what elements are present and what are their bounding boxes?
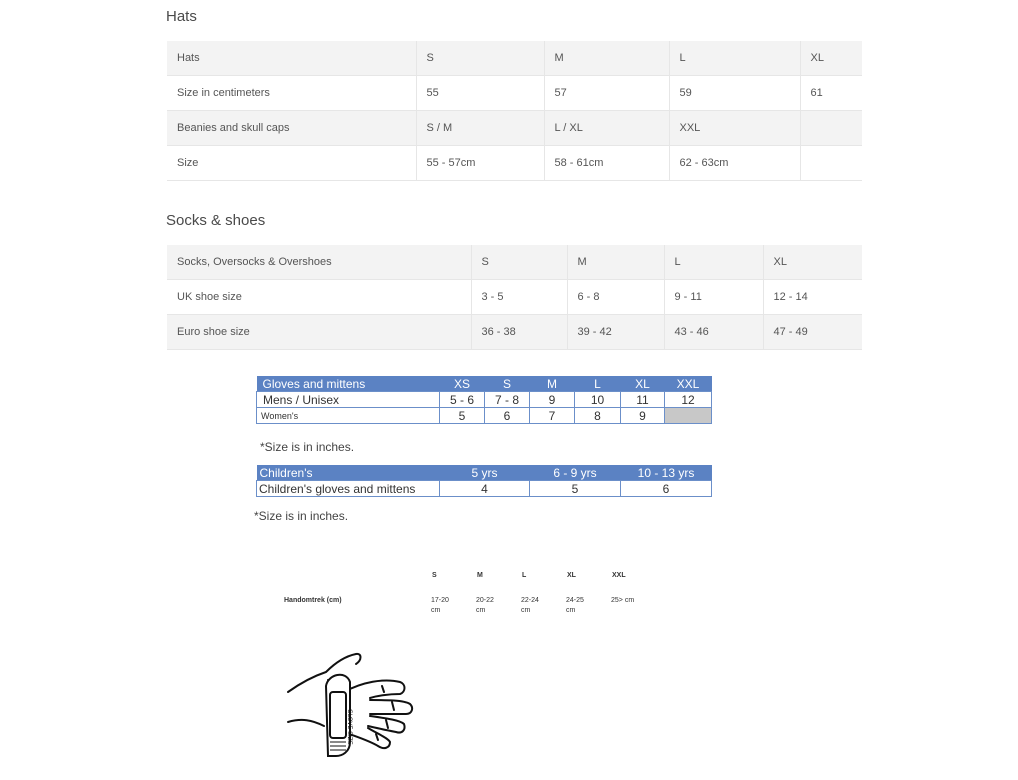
table-cell: L / XL — [544, 111, 669, 146]
table-cell: XL — [800, 41, 862, 76]
table-cell: 8 — [575, 408, 621, 424]
table-cell: XL — [763, 245, 862, 280]
hats-title: Hats — [166, 8, 197, 25]
table-cell: 4 — [440, 481, 530, 497]
table-header: 10 - 13 yrs — [621, 465, 712, 481]
size-label-m: M — [477, 572, 483, 579]
table-cell: 9 — [530, 392, 575, 408]
table-cell: Women's — [257, 408, 440, 424]
table-header: 5 yrs — [440, 465, 530, 481]
table-cell: Children's gloves and mittens — [257, 481, 440, 497]
table-cell: Beanies and skull caps — [167, 111, 416, 146]
table-row — [257, 481, 712, 497]
table-cell: 39 - 42 — [567, 315, 664, 350]
gloves-note: *Size is in inches. — [260, 440, 355, 454]
socks-title: Socks & shoes — [166, 212, 266, 229]
measure-value: 22-24 cm — [521, 597, 539, 614]
table-row — [167, 41, 862, 76]
children-note: *Size is in inches. — [254, 509, 349, 523]
size-label-l: L — [522, 572, 527, 579]
table-cell: 9 - 11 — [664, 280, 763, 315]
table-header: Children's — [257, 465, 440, 481]
table-cell — [665, 408, 712, 424]
table-header: S — [485, 376, 530, 392]
socks-table — [167, 245, 862, 350]
table-cell: 43 - 46 — [664, 315, 763, 350]
table-cell: 61 — [800, 76, 862, 111]
table-header: XS — [440, 376, 485, 392]
table-header: L — [575, 376, 621, 392]
table-header: XL — [621, 376, 665, 392]
measure-value: 17-20 cm — [431, 597, 449, 614]
table-cell: UK shoe size — [167, 280, 471, 315]
hand-measure-label: Handomtrek (cm) — [284, 597, 342, 604]
table-cell: Mens / Unisex — [257, 392, 440, 408]
table-cell: 10 — [575, 392, 621, 408]
table-row — [167, 146, 862, 181]
table-cell: 55 - 57cm — [416, 146, 544, 181]
table-cell: 6 - 8 — [567, 280, 664, 315]
table-cell: S — [416, 41, 544, 76]
table-cell: 58 - 61cm — [544, 146, 669, 181]
table-header: M — [530, 376, 575, 392]
hand-measure-icon — [284, 652, 419, 767]
table-cell — [800, 111, 862, 146]
table-cell: 6 — [621, 481, 712, 497]
table-row — [167, 76, 862, 111]
size-label-s: S — [432, 572, 437, 579]
table-cell: Size — [167, 146, 416, 181]
table-row — [257, 392, 712, 408]
table-cell: 12 — [665, 392, 712, 408]
table-row — [167, 280, 862, 315]
table-cell: 5 — [530, 481, 621, 497]
table-cell: S / M — [416, 111, 544, 146]
table-cell: 62 - 63cm — [669, 146, 800, 181]
table-row — [167, 315, 862, 350]
table-cell: M — [544, 41, 669, 76]
table-cell: 57 — [544, 76, 669, 111]
hats-table — [167, 41, 862, 181]
table-cell: 7 — [530, 408, 575, 424]
table-cell: 47 - 49 — [763, 315, 862, 350]
table-cell: Hats — [167, 41, 416, 76]
table-header: 6 - 9 yrs — [530, 465, 621, 481]
table-cell: L — [664, 245, 763, 280]
measure-value: 24-25 cm — [566, 597, 584, 614]
table-cell: 9 — [621, 408, 665, 424]
table-cell: 3 - 5 — [471, 280, 567, 315]
table-cell: 5 - 6 — [440, 392, 485, 408]
table-cell: S — [471, 245, 567, 280]
table-header: XXL — [665, 376, 712, 392]
table-header: Gloves and mittens — [257, 376, 440, 392]
measure-value: 20-22 cm — [476, 597, 494, 614]
size-label-xxl: XXL — [612, 572, 626, 579]
table-cell: 5 — [440, 408, 485, 424]
gloves-table — [256, 376, 712, 424]
table-cell: XXL — [669, 111, 800, 146]
table-cell: 6 — [485, 408, 530, 424]
table-cell: 55 — [416, 76, 544, 111]
measure-value: 25> cm — [611, 597, 635, 604]
table-cell: 11 — [621, 392, 665, 408]
table-row — [167, 111, 862, 146]
table-cell: 7 - 8 — [485, 392, 530, 408]
table-cell: Euro shoe size — [167, 315, 471, 350]
table-cell: M — [567, 245, 664, 280]
size-label-xl: XL — [567, 572, 576, 579]
table-cell: 59 — [669, 76, 800, 111]
table-cell: L — [669, 41, 800, 76]
table-header-row — [257, 465, 712, 481]
table-cell: 36 - 38 — [471, 315, 567, 350]
table-row — [257, 408, 712, 424]
table-cell: 12 - 14 — [763, 280, 862, 315]
table-row — [167, 245, 862, 280]
children-table — [256, 465, 712, 497]
table-cell — [800, 146, 862, 181]
table-cell: Socks, Oversocks & Overshoes — [167, 245, 471, 280]
table-cell: Size in centimeters — [167, 76, 416, 111]
tape-text: GLOVE SIZE — [346, 709, 353, 745]
table-header-row — [257, 376, 712, 392]
